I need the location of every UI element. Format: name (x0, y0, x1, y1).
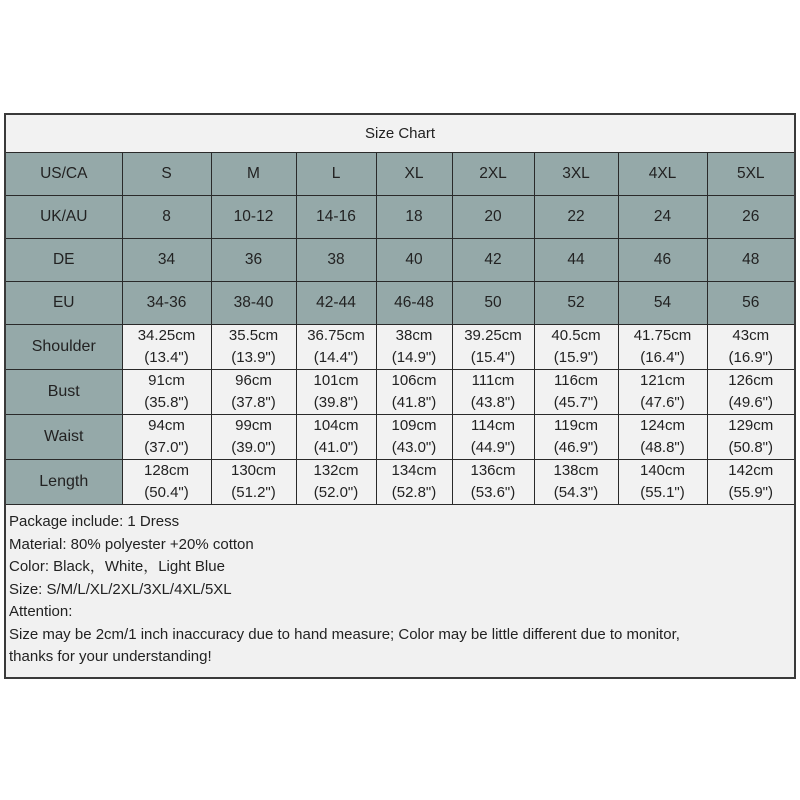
cm-value: 140cm (639, 462, 686, 479)
measurement-cell (122, 325, 211, 370)
note-line: Package include: 1 Dress (9, 513, 180, 530)
cm-value: 128cm (143, 462, 190, 479)
size-cell: 44 (534, 239, 618, 282)
size-row-eu (6, 282, 794, 325)
inch-value: (47.6") (640, 394, 685, 411)
size-table (6, 115, 794, 505)
cm-value: 35.5cm (228, 327, 279, 344)
measurement-cell (376, 325, 452, 370)
size-cell: 18 (376, 196, 452, 239)
row-label: DE (6, 239, 122, 282)
inch-value: (41.0") (313, 439, 359, 456)
measurement-cell (618, 370, 707, 415)
measurement-row-waist (6, 415, 794, 460)
size-row-us-ca (6, 153, 794, 196)
measurement-cell (534, 325, 618, 370)
size-cell: 24 (618, 196, 707, 239)
cm-value: 134cm (391, 462, 437, 479)
size-cell: XL (376, 153, 452, 196)
cm-value: 132cm (313, 462, 359, 479)
size-cell: 34-36 (122, 282, 211, 325)
note-line: Material: 80% polyester +20% cotton (9, 535, 254, 553)
size-cell: 26 (707, 196, 794, 239)
measurement-cell (534, 370, 618, 415)
size-cell: 46 (618, 239, 707, 282)
measurement-cell (211, 460, 296, 505)
size-cell: 5XL (707, 153, 794, 196)
cm-value: 129cm (728, 417, 774, 434)
cm-value: 101cm (313, 372, 359, 389)
measurement-cell (122, 370, 211, 415)
measurement-cell (707, 325, 794, 370)
size-row-de (6, 239, 794, 282)
product-notes (6, 505, 794, 677)
inch-value: (43.8") (470, 394, 516, 411)
cm-value: 40.5cm (551, 327, 601, 344)
cm-value: 138cm (553, 462, 599, 479)
inch-value: (35.8") (144, 394, 189, 411)
row-label: US/CA (6, 153, 122, 196)
size-cell: 10-12 (211, 196, 296, 239)
size-cell: M (211, 153, 296, 196)
size-cell: 4XL (618, 153, 707, 196)
cm-value: 142cm (728, 462, 774, 479)
measurement-cell (296, 370, 376, 415)
cm-value: 121cm (639, 372, 686, 389)
inch-value: (16.9") (728, 349, 773, 366)
inch-value: (54.3") (553, 484, 599, 501)
measurement-cell (707, 460, 794, 505)
note-line: Attention: (9, 603, 73, 620)
measurement-cell (707, 370, 794, 415)
size-cell: 36 (211, 239, 296, 282)
inch-value: (52.8") (391, 484, 437, 501)
measurement-cell (452, 370, 534, 415)
measurement-cell (211, 325, 296, 370)
size-cell: 54 (618, 282, 707, 325)
cm-value: 99cm (235, 417, 272, 434)
size-cell: 2XL (452, 153, 534, 196)
inch-value: (51.2") (231, 484, 276, 501)
inch-value: (49.6") (728, 394, 773, 411)
inch-value: (37.8") (231, 394, 276, 411)
size-cell: 42-44 (296, 282, 376, 325)
inch-value: (37.0") (144, 439, 189, 456)
inch-value: (50.4") (144, 484, 189, 501)
measurement-row-length (6, 460, 794, 505)
inch-value: (45.7") (553, 394, 599, 411)
size-cell: 14-16 (296, 196, 376, 239)
size-cell: 40 (376, 239, 452, 282)
chart-title: Size Chart (6, 115, 794, 153)
cm-value: 136cm (470, 462, 516, 479)
inch-value: (44.9") (470, 439, 516, 456)
measurement-cell (211, 415, 296, 460)
measurement-row-bust (6, 370, 794, 415)
cm-value: 111cm (471, 372, 515, 389)
inch-value: (13.9") (231, 349, 276, 366)
size-cell: 3XL (534, 153, 618, 196)
size-cell: 42 (452, 239, 534, 282)
measurement-cell (122, 415, 211, 460)
measurement-cell (296, 460, 376, 505)
measurement-cell (376, 370, 452, 415)
measurement-cell (452, 415, 534, 460)
size-cell: 50 (452, 282, 534, 325)
note-line: Color: Black，White，Light Blue (9, 558, 225, 575)
inch-value: (41.8") (391, 394, 437, 411)
measurement-cell (452, 325, 534, 370)
size-cell: L (296, 153, 376, 196)
row-label: UK/AU (6, 196, 122, 239)
cm-value: 130cm (230, 462, 277, 479)
cm-value: 109cm (391, 417, 437, 434)
size-cell: 22 (534, 196, 618, 239)
size-chart-table (4, 113, 796, 679)
cm-value: 36.75cm (307, 327, 365, 344)
cm-value: 126cm (728, 372, 774, 389)
measurement-cell (376, 460, 452, 505)
cm-value: 114cm (471, 417, 515, 434)
size-cell: 38-40 (211, 282, 296, 325)
inch-value: (46.9") (553, 439, 599, 456)
inch-value: (55.1") (640, 484, 685, 501)
cm-value: 91cm (148, 372, 185, 389)
cm-value: 94cm (148, 417, 185, 434)
inch-value: (14.9") (391, 349, 437, 366)
row-label: Bust (6, 370, 122, 415)
inch-value: (16.4") (640, 349, 685, 366)
measurement-cell (618, 325, 707, 370)
inch-value: (52.0") (313, 484, 359, 501)
inch-value: (13.4") (144, 349, 189, 366)
note-line: Size: S/M/L/XL/2XL/3XL/4XL/5XL (9, 580, 232, 598)
cm-value: 116cm (554, 372, 598, 389)
cm-value: 124cm (639, 417, 686, 434)
inch-value: (15.9") (553, 349, 599, 366)
row-label: EU (6, 282, 122, 325)
inch-value: (43.0") (391, 439, 437, 456)
inch-value: (15.4") (470, 349, 516, 366)
size-cell: 46-48 (376, 282, 452, 325)
cm-value: 106cm (391, 372, 437, 389)
size-cell: 38 (296, 239, 376, 282)
measurement-cell (376, 415, 452, 460)
measurement-cell (122, 460, 211, 505)
cm-value: 104cm (313, 417, 359, 434)
inch-value: (14.4") (313, 349, 359, 366)
measurement-cell (618, 460, 707, 505)
size-cell: 34 (122, 239, 211, 282)
size-cell: 20 (452, 196, 534, 239)
note-line: thanks for your understanding! (9, 648, 212, 665)
cm-value: 119cm (554, 417, 598, 434)
cm-value: 39.25cm (464, 327, 522, 344)
inch-value: (50.8") (728, 439, 773, 456)
row-label: Length (6, 460, 122, 505)
cm-value: 41.75cm (633, 327, 692, 344)
row-label: Waist (6, 415, 122, 460)
inch-value: (55.9") (728, 484, 773, 501)
measurement-cell (534, 460, 618, 505)
cm-value: 38cm (395, 327, 433, 344)
measurement-cell (707, 415, 794, 460)
measurement-cell (618, 415, 707, 460)
size-row-uk-au (6, 196, 794, 239)
size-cell: 48 (707, 239, 794, 282)
cm-value: 43cm (732, 327, 770, 344)
note-line: Size may be 2cm/1 inch inaccuracy due to hand measure; Color may be little different due to monitor, (9, 625, 680, 643)
inch-value: (39.8") (313, 394, 359, 411)
size-cell: 52 (534, 282, 618, 325)
size-cell: 56 (707, 282, 794, 325)
inch-value: (48.8") (640, 439, 685, 456)
measurement-cell (534, 415, 618, 460)
title-row (6, 115, 794, 153)
inch-value: (53.6") (470, 484, 516, 501)
measurement-cell (296, 415, 376, 460)
cm-value: 34.25cm (137, 327, 196, 344)
measurement-cell (296, 325, 376, 370)
measurement-row-shoulder (6, 325, 794, 370)
size-cell: S (122, 153, 211, 196)
measurement-cell (211, 370, 296, 415)
inch-value: (39.0") (231, 439, 276, 456)
measurement-cell (452, 460, 534, 505)
row-label: Shoulder (6, 325, 122, 370)
size-cell: 8 (122, 196, 211, 239)
cm-value: 96cm (235, 372, 272, 389)
